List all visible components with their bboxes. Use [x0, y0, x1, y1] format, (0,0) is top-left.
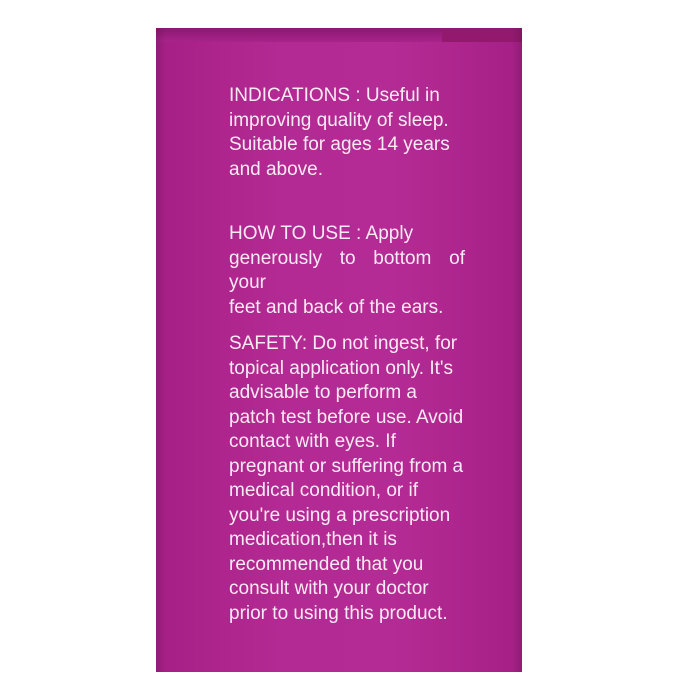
box-left-shading [156, 28, 166, 672]
box-right-shading [512, 28, 522, 672]
how-to-use-text: HOW TO USE : Apply generously to bottom of your feet and back of the ears. [229, 223, 465, 318]
box-top-flap-edge [442, 28, 522, 42]
safety-text: SAFETY: Do not ingest, for topical application only. It's advisable to perform a patch test before use. Avoid contact with eyes. If pregnant or suffering from a medical condition, or if you're using a prescription medication,then it is recommended that you consult with your doctor prior to using this product. [229, 333, 464, 624]
indications-text: INDICATIONS : Useful in improving quality of sleep. Suitable for ages 14 years and above. [229, 85, 450, 180]
